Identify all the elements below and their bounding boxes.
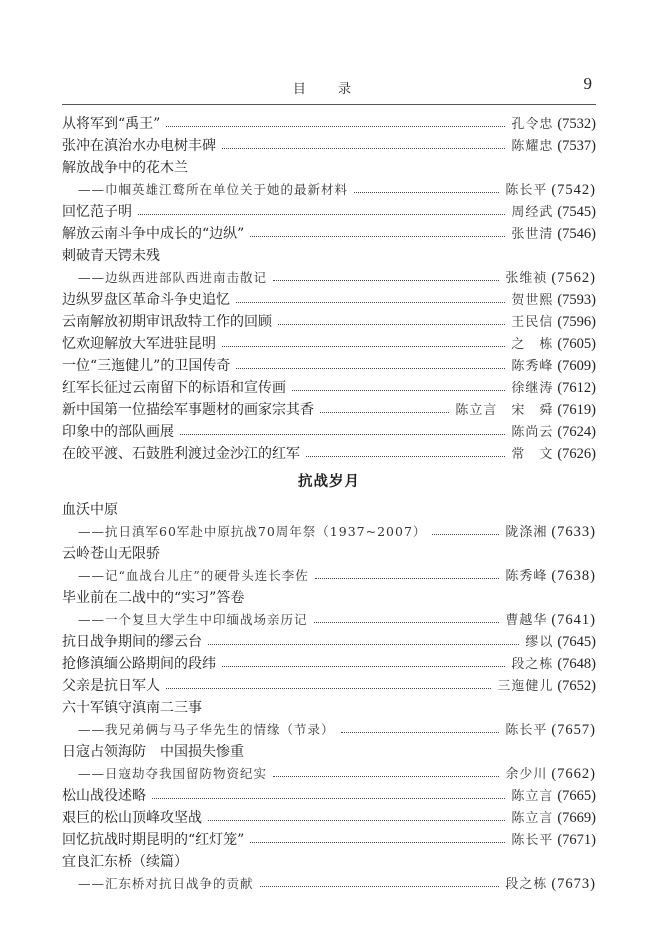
entry-author: 陈秀峰 xyxy=(505,569,548,584)
toc-entry xyxy=(62,377,596,399)
entry-author: 三迤健儿 xyxy=(497,679,554,694)
toc-subentry xyxy=(62,565,596,587)
entry-title: 抗日战争期间的缪云台 xyxy=(62,634,202,650)
dot-leader xyxy=(354,191,499,193)
toc-entry xyxy=(62,399,596,421)
dot-leader xyxy=(180,433,505,435)
entry-page-ref: (7545) xyxy=(557,204,596,220)
entry-author: 孔令忠 xyxy=(511,117,554,132)
dot-leader xyxy=(314,621,500,623)
entry-subtitle: ——汇东桥对抗日战争的贡献 xyxy=(78,876,254,891)
entry-title: 宜良汇东桥（续篇） xyxy=(62,854,188,870)
entry-page-ref: (7665) xyxy=(557,788,596,804)
entry-author: 陈长平 xyxy=(505,183,548,198)
entry-title: 从将军到“禹王” xyxy=(62,116,161,132)
toc-entry xyxy=(62,443,596,465)
entry-page-ref: (7605) xyxy=(557,336,596,352)
dot-leader xyxy=(260,885,500,887)
entry-page-ref: (7671) xyxy=(557,832,596,848)
toc-entry xyxy=(62,631,596,653)
toc-entry xyxy=(62,807,596,829)
entry-title: 日寇占领海防 中国损失惨重 xyxy=(62,744,244,760)
entry-subtitle: ——巾帼英雄江鹜所在单位关于她的最新材料 xyxy=(78,182,349,197)
dot-leader xyxy=(250,841,505,843)
entry-author: 陈尚云 xyxy=(511,425,554,440)
entry-author: 王民信 xyxy=(511,315,554,330)
entry-subtitle: ——一个复旦大学生中印缅战场亲历记 xyxy=(78,612,308,627)
entry-subtitle: ——我兄弟俩与马子华先生的情缘（节录） xyxy=(78,722,335,737)
running-header xyxy=(62,74,596,98)
dot-leader xyxy=(432,533,499,535)
dot-leader xyxy=(306,455,505,457)
entry-page-ref: (7609) xyxy=(557,358,596,374)
running-title: 目 录 xyxy=(292,82,366,97)
toc-subentry xyxy=(62,267,596,289)
entry-author: 徐继涛 xyxy=(511,381,554,396)
dot-leader xyxy=(315,577,500,579)
toc-entry xyxy=(62,675,596,697)
entry-title: 艰巨的松山顶峰攻坚战 xyxy=(62,810,202,826)
entry-author: 之 栋 xyxy=(511,337,554,352)
dot-leader xyxy=(208,643,519,645)
section-heading: 抗战岁月 xyxy=(298,474,360,490)
entry-title: 红军长征过云南留下的标语和宣传画 xyxy=(62,380,286,396)
dot-leader xyxy=(236,301,505,303)
entry-page-ref: (7673) xyxy=(551,876,596,892)
entry-author: 陈立言 xyxy=(511,789,554,804)
dot-leader xyxy=(166,125,505,127)
dot-leader xyxy=(222,147,505,149)
entry-page-ref: (7546) xyxy=(557,226,596,242)
entry-title: 云岭苍山无限骄 xyxy=(62,546,160,562)
entry-title: 解放战争中的花木兰 xyxy=(62,160,188,176)
entry-author: 段之栋 xyxy=(505,877,548,892)
entry-author: 陈立言 xyxy=(511,811,554,826)
entry-author: 张维祯 xyxy=(505,271,548,286)
toc-entry xyxy=(62,829,596,851)
entry-page-ref: (7542) xyxy=(551,182,596,198)
entry-page-ref: (7641) xyxy=(551,612,596,628)
entry-page-ref: (7562) xyxy=(551,270,596,286)
dot-leader xyxy=(273,279,499,281)
dot-leader xyxy=(273,775,499,777)
toc-subentry xyxy=(62,873,596,895)
entry-page-ref: (7669) xyxy=(557,810,596,826)
toc-subentry xyxy=(62,521,596,543)
entry-author: 常 文 xyxy=(511,447,554,462)
toc-entry xyxy=(62,311,596,333)
entry-title: 父亲是抗日军人 xyxy=(62,678,160,694)
entry-page-ref: (7532) xyxy=(557,116,596,132)
entry-author: 陈耀忠 xyxy=(511,139,554,154)
entry-subtitle: ——边纵西进部队西进南击散记 xyxy=(78,270,268,285)
entry-page-ref: (7624) xyxy=(557,424,596,440)
dot-leader xyxy=(166,687,491,689)
entry-subtitle: ——抗日滇军60军赴中原抗战70周年祭（1937~2007） xyxy=(78,524,427,539)
toc-group-1 xyxy=(62,113,596,465)
toc-subentry xyxy=(62,763,596,785)
entry-title: 印象中的部队画展 xyxy=(62,424,174,440)
entry-author: 陈秀峰 xyxy=(511,359,554,374)
entry-author: 周经武 xyxy=(511,205,554,220)
toc-entry xyxy=(62,697,596,719)
entry-page-ref: (7596) xyxy=(557,314,596,330)
entry-title: 血沃中原 xyxy=(62,502,118,518)
entry-page-ref: (7652) xyxy=(557,678,596,694)
entry-author: 陈长平 xyxy=(511,833,554,848)
toc-entry xyxy=(62,113,596,135)
dot-leader xyxy=(292,389,505,391)
entry-title: 忆欢迎解放大军进驻昆明 xyxy=(62,336,216,352)
entry-author: 陇涤湘 xyxy=(505,525,548,540)
toc-entry xyxy=(62,223,596,245)
entry-page-ref: (7593) xyxy=(557,292,596,308)
table-of-contents xyxy=(62,113,596,895)
header-rule xyxy=(62,104,596,105)
entry-author: 段之栋 xyxy=(511,657,554,672)
entry-page-ref: (7662) xyxy=(551,766,596,782)
dot-leader xyxy=(250,235,505,237)
entry-title: 在皎平渡、石鼓胜利渡过金沙江的红军 xyxy=(62,446,300,462)
entry-subtitle: ——记“血战台儿庄”的硬骨头连长李佐 xyxy=(78,568,309,583)
toc-entry xyxy=(62,289,596,311)
entry-page-ref: (7537) xyxy=(557,138,596,154)
toc-entry xyxy=(62,785,596,807)
toc-entry xyxy=(62,201,596,223)
dot-leader xyxy=(236,367,505,369)
entry-author: 缪以 xyxy=(525,635,554,650)
entry-title: 刺破青天锷未残 xyxy=(62,248,160,264)
toc-entry xyxy=(62,135,596,157)
entry-author: 余少川 xyxy=(505,767,548,782)
entry-title: 六十军镇守滇南二三事 xyxy=(62,700,202,716)
entry-title: 毕业前在二战中的“实习”答卷 xyxy=(62,590,245,606)
entry-subtitle: ——日寇劫夺我国留防物资纪实 xyxy=(78,766,268,781)
toc-entry xyxy=(62,245,596,267)
toc-subentry xyxy=(62,179,596,201)
entry-page-ref: (7648) xyxy=(557,656,596,672)
entry-title: 回忆范子明 xyxy=(62,204,132,220)
dot-leader xyxy=(341,731,500,733)
toc-entry xyxy=(62,543,596,565)
entry-title: 解放云南斗争中成长的“边纵” xyxy=(62,226,245,242)
toc-entry xyxy=(62,333,596,355)
entry-page-ref: (7612) xyxy=(557,380,596,396)
toc-entry xyxy=(62,741,596,763)
entry-title: 云南解放初期审讯敌特工作的回顾 xyxy=(62,314,272,330)
entry-author: 张世清 xyxy=(511,227,554,242)
entry-page-ref: (7657) xyxy=(551,722,596,738)
dot-leader xyxy=(152,797,505,799)
toc-entry xyxy=(62,157,596,179)
dot-leader xyxy=(138,213,505,215)
entry-author: 陈长平 xyxy=(505,723,548,738)
entry-page-ref: (7626) xyxy=(557,446,596,462)
entry-page-ref: (7645) xyxy=(557,634,596,650)
entry-author: 曹越华 xyxy=(505,613,548,628)
toc-entry xyxy=(62,421,596,443)
page-number: 9 xyxy=(583,74,592,93)
dot-leader xyxy=(320,411,449,413)
entry-title: 新中国第一位描绘军事题材的画家宗其香 xyxy=(62,402,314,418)
toc-subentry xyxy=(62,609,596,631)
entry-page-ref: (7619) xyxy=(557,402,596,418)
dot-leader xyxy=(222,345,505,347)
entry-title: 边纵罗盘区革命斗争史追忆 xyxy=(62,292,230,308)
entry-author: 陈立言 宋 舜 xyxy=(455,403,554,418)
toc-entry xyxy=(62,499,596,521)
entry-title: 松山战役述略 xyxy=(62,788,146,804)
entry-title: 抢修滇缅公路期间的段纬 xyxy=(62,656,216,672)
toc-entry xyxy=(62,851,596,873)
dot-leader xyxy=(222,665,505,667)
entry-title: 回忆抗战时期昆明的“红灯笼” xyxy=(62,832,245,848)
toc-entry xyxy=(62,653,596,675)
toc-group-2 xyxy=(62,499,596,895)
toc-subentry xyxy=(62,719,596,741)
entry-title: 一位“三迤健儿”的卫国传奇 xyxy=(62,358,231,374)
entry-page-ref: (7633) xyxy=(551,524,596,540)
dot-leader xyxy=(208,819,505,821)
entry-author: 贺世熙 xyxy=(511,293,554,308)
toc-entry xyxy=(62,355,596,377)
entry-page-ref: (7638) xyxy=(551,568,596,584)
entry-title: 张冲在滇治水办电树丰碑 xyxy=(62,138,216,154)
dot-leader xyxy=(278,323,505,325)
toc-entry xyxy=(62,587,596,609)
